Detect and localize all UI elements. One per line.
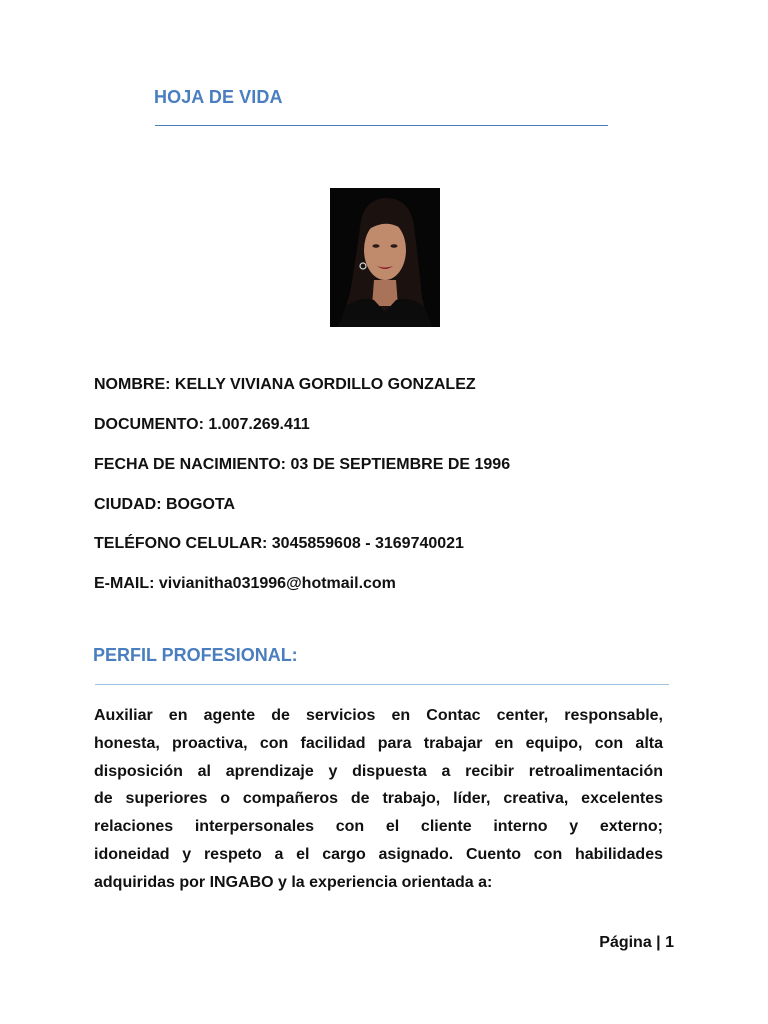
profile-line: de superiores o compañeros de trabajo, líder, creativa, excelentes xyxy=(94,790,663,808)
title-underline xyxy=(155,125,608,126)
profile-section-underline xyxy=(95,684,669,685)
profile-line: adquiridas por INGABO y la experiencia orientada a: xyxy=(94,873,493,891)
profile-section-title: PERFIL PROFESIONAL: xyxy=(93,645,298,665)
profile-photo xyxy=(330,188,440,327)
profile-line: honesta, proactiva, con facilidad para trabajar en equipo, con alta xyxy=(94,734,663,752)
name-field: NOMBRE: KELLY VIVIANA GORDILLO GONZALEZ xyxy=(94,376,476,393)
profile-line: Auxiliar en agente de servicios en Contac center, responsable, xyxy=(94,707,663,724)
document-id-field: DOCUMENTO: 1.007.269.411 xyxy=(94,416,310,433)
profile-line: disposición al aprendizaje y dispuesta a recibir retroalimentación xyxy=(94,762,663,780)
profile-paragraph xyxy=(94,702,663,897)
profile-line: relaciones interpersonales con el cliente interno y externo; xyxy=(94,818,663,836)
profile-line: idoneidad y respeto a el cargo asignado. Cuento con habilidades xyxy=(94,845,663,863)
document-title: HOJA DE VIDA xyxy=(154,87,283,107)
email-field: E-MAIL: vivianitha031996@hotmail.com xyxy=(94,575,396,592)
birth-date-field: FECHA DE NACIMIENTO: 03 DE SEPTIEMBRE DE 1996 xyxy=(94,456,511,473)
phone-field: TELÉFONO CELULAR: 3045859608 - 3169740021 xyxy=(94,535,464,552)
city-field: CIUDAD: BOGOTA xyxy=(94,496,236,513)
page-number: Página | 1 xyxy=(599,934,674,951)
